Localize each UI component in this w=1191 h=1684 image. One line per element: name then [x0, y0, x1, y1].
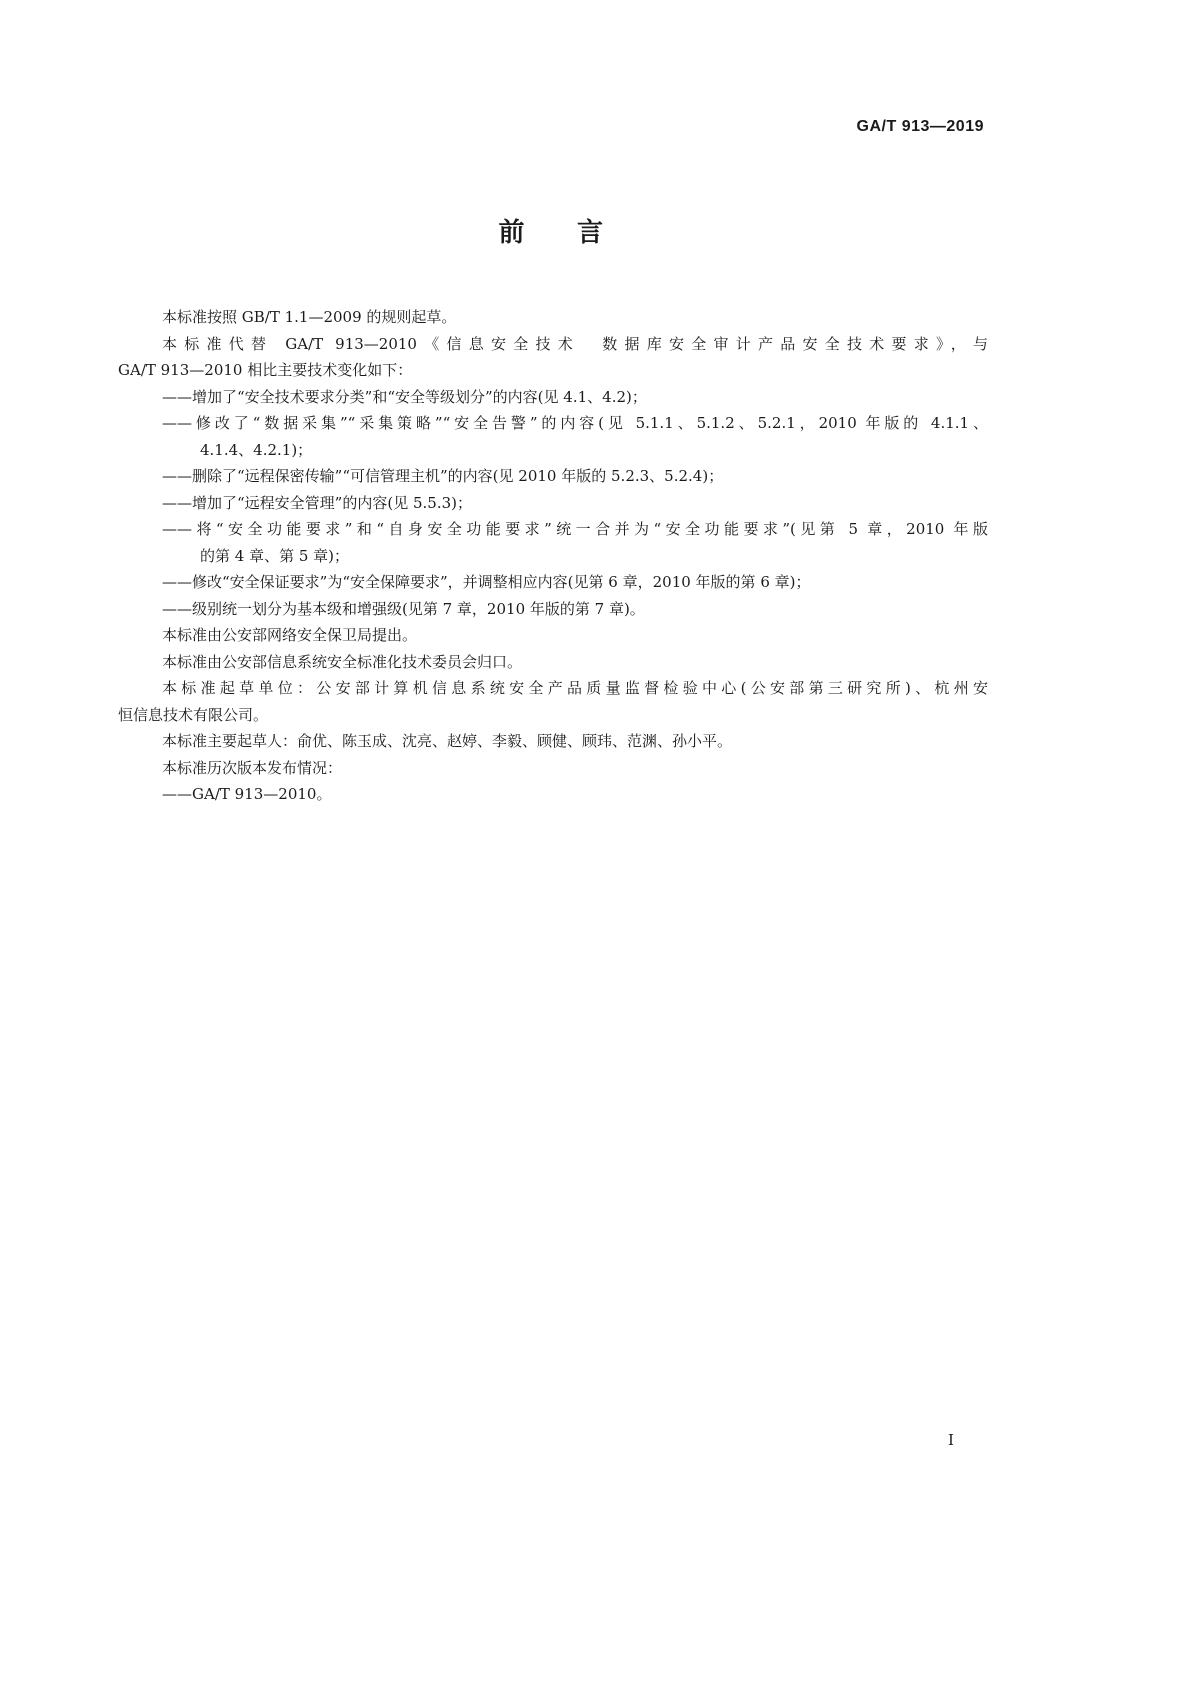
paragraph-drafters: 本标准主要起草人：俞优、陈玉成、沈亮、赵婷、李毅、顾健、顾玮、范渊、孙小平。 — [162, 732, 733, 750]
paragraph-centralized-by: 本标准由公安部信息系统安全标准化技术委员会归口。 — [162, 652, 523, 671]
document-code: GA/T 913—2019 — [856, 118, 984, 135]
title-char-2: 言 — [577, 218, 604, 248]
paragraph-replaces-line-1: 本标准代替 GA/T 913—2010《信息安全技术 数据库安全审计产品安全技术要求》，与 — [162, 334, 988, 353]
paragraph-drafting-org-line-1: 本标准起草单位：公安部计算机信息系统安全产品质量监督检验中心(公安部第三研究所)、杭州安 — [162, 679, 988, 697]
paragraph-drafting-org-line-2: 恒信息技术有限公司。 — [118, 705, 269, 724]
page-number: I — [948, 1431, 954, 1449]
change-item-7: ——级别统一划分为基本级和增强级(见第 7 章，2010 年版的第 7 章)。 — [162, 599, 645, 618]
page-title — [0, 212, 1102, 249]
paragraph-history: 本标准历次版本发布情况： — [162, 758, 343, 777]
change-item-1: ——增加了“安全技术要求分类”和“安全等级划分”的内容(见 4.1、4.2)； — [162, 387, 647, 406]
change-item-5-line-2: 的第 4 章、第 5 章)； — [200, 546, 350, 565]
paragraph-proposed-by: 本标准由公安部网络安全保卫局提出。 — [162, 626, 418, 644]
change-item-5-line-1: ——将“安全功能要求”和“自身安全功能要求”统一合并为“安全功能要求”(见第 5 章，2010 年版 — [162, 520, 988, 538]
change-item-3: ——删除了“远程保密传输”“可信管理主机”的内容(见 2010 年版的 5.2.3、5.2.4)； — [162, 467, 724, 485]
paragraph-replaces-line-2: GA/T 913—2010 相比主要技术变化如下： — [118, 361, 413, 379]
change-item-2-line-2: 4.1.4、4.2.1)； — [200, 440, 313, 459]
history-item-1: ——GA/T 913—2010。 — [162, 785, 332, 803]
foreword-body — [118, 304, 988, 808]
title-char-1: 前 — [498, 218, 525, 248]
change-item-6: ——修改“安全保证要求”为“安全保障要求”，并调整相应内容(见第 6 章，2010 年版的第 6 章)； — [162, 573, 811, 591]
paragraph-drafting-rules: 本标准按照 GB/T 1.1—2009 的规则起草。 — [162, 308, 457, 326]
change-item-2-line-1: ——修改了“数据采集”“采集策略”“安全告警”的内容(见 5.1.1、5.1.2、5.2.1，2010 年版的 4.1.1、 — [162, 414, 988, 432]
change-item-4: ——增加了“远程安全管理”的内容(见 5.5.3)； — [162, 493, 472, 512]
